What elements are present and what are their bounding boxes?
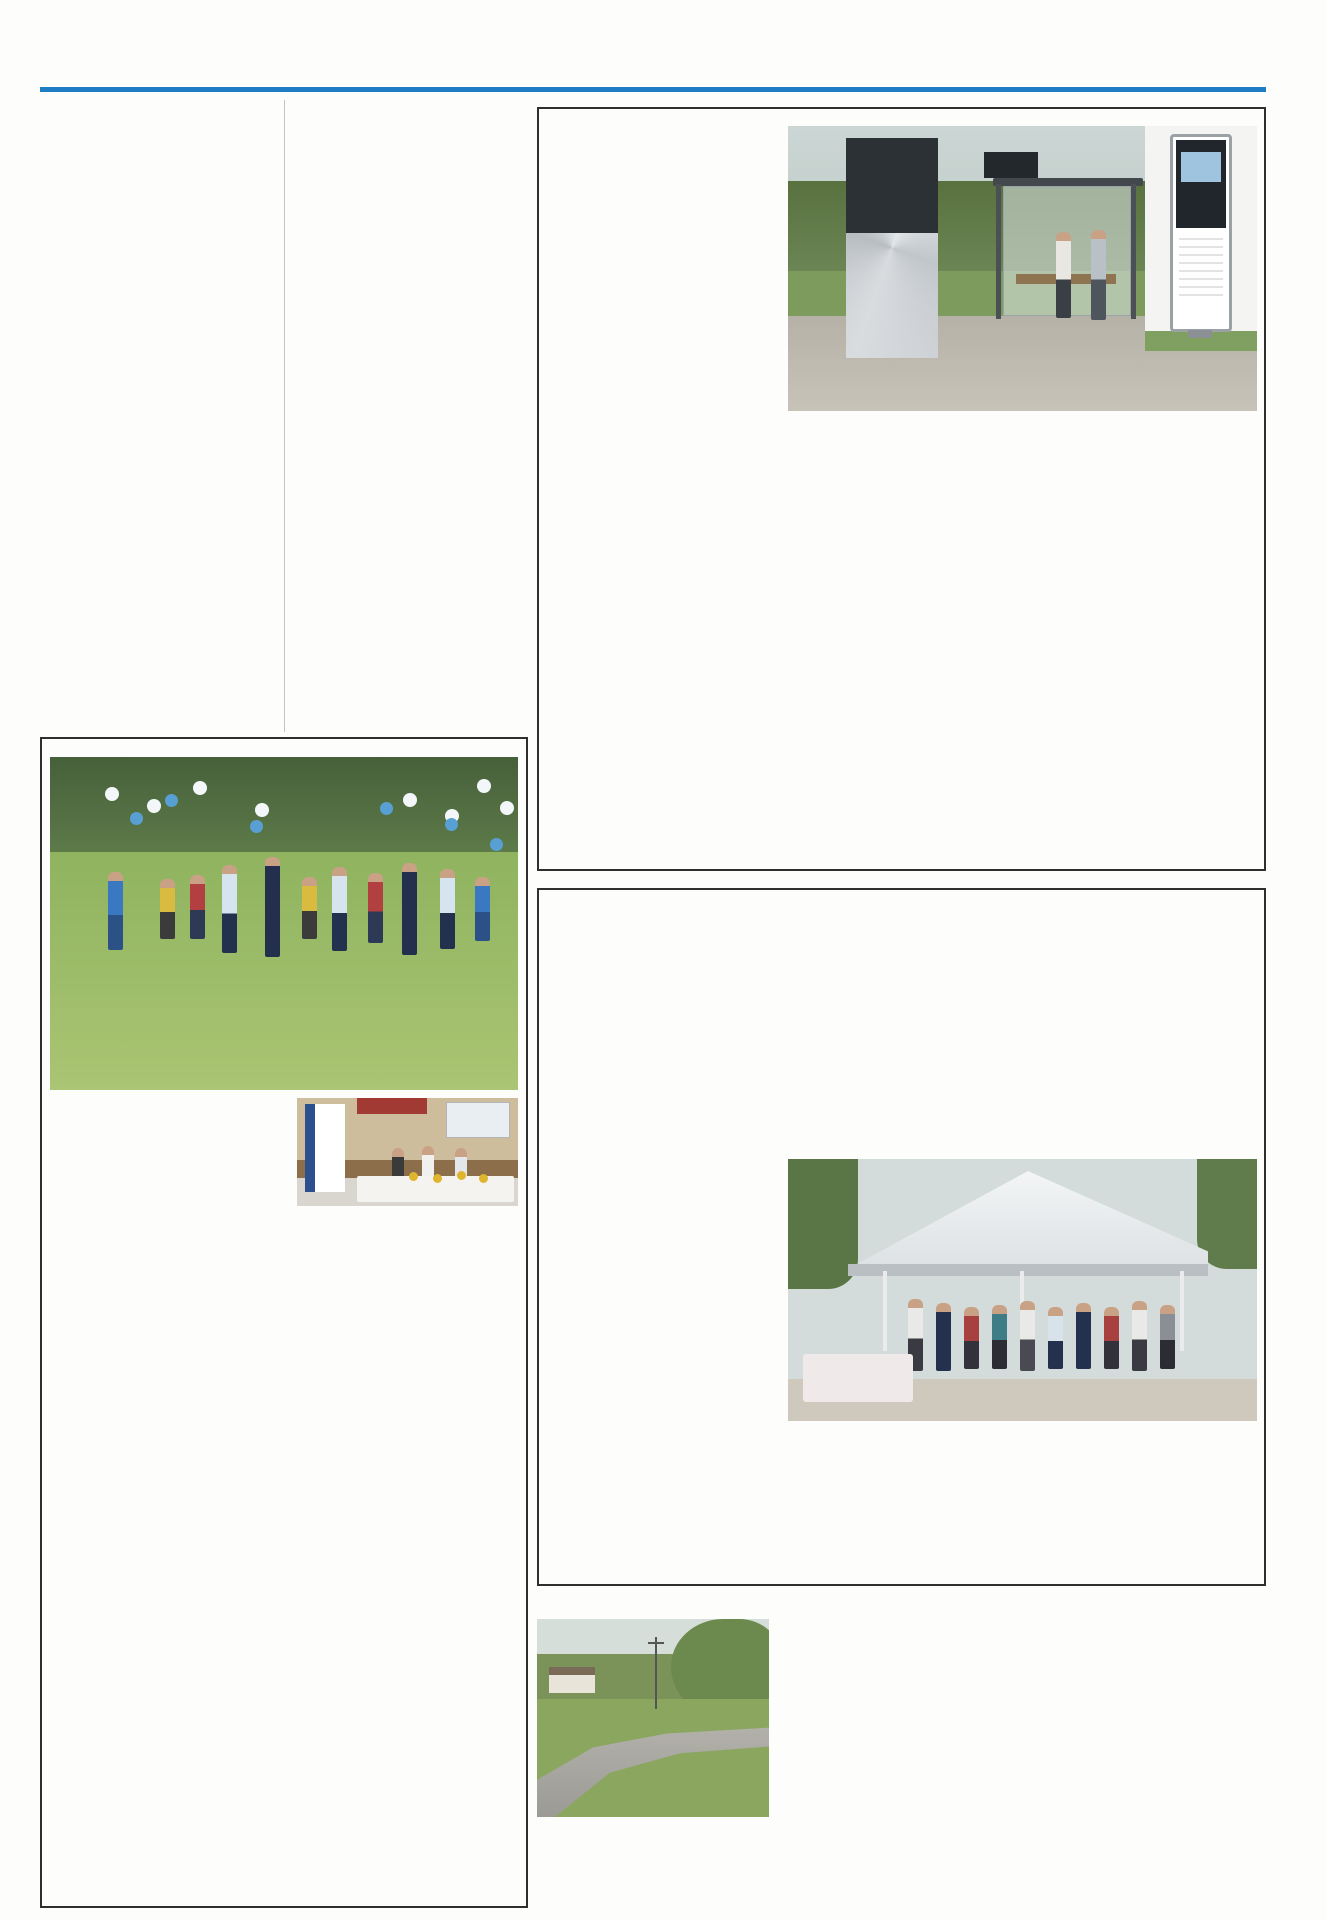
article-edukacija (46, 98, 272, 736)
display-text-lines (1179, 232, 1223, 302)
player-figure (108, 872, 123, 950)
article-media-region (788, 909, 1257, 1429)
article-pametni-sat (296, 98, 528, 698)
article-berak (537, 1607, 1266, 1909)
article-ploce (537, 107, 1266, 871)
display-qben-logo (1176, 140, 1226, 146)
body-column-1 (546, 126, 771, 686)
article-nosteria (40, 737, 528, 1908)
body-column-2 (297, 1098, 518, 1758)
anniversary-banner (305, 1104, 345, 1192)
banner-facets (846, 233, 938, 358)
team-celebration-photo (50, 757, 518, 1090)
body-column-2 (788, 909, 1014, 1149)
column-divider (284, 100, 285, 732)
speaker-figure (455, 1148, 467, 1178)
body-column-2 (1029, 1619, 1255, 1819)
guest-figure (1104, 1307, 1119, 1369)
body-column-1 (786, 1619, 1012, 1819)
shelter-post (996, 184, 1001, 319)
guest-figure (1160, 1305, 1175, 1369)
guest-figure (992, 1305, 1007, 1369)
projection-screen (446, 1102, 510, 1138)
article-frankopan (537, 888, 1266, 1586)
canopy-beam (848, 1264, 1208, 1276)
photo-house (549, 1675, 595, 1693)
reception-photo (788, 1159, 1257, 1421)
speaker-figure (422, 1146, 434, 1178)
body-column-2 (788, 421, 1014, 673)
display-screen (1176, 140, 1226, 228)
shelter-post (1131, 184, 1136, 319)
person-figure (1056, 232, 1071, 318)
info-display-panel (1170, 134, 1232, 332)
speaker-figure (392, 1148, 404, 1178)
header-rule (40, 87, 1266, 92)
rollup-banner (846, 138, 938, 363)
player-figure (440, 869, 455, 949)
guest-figure (936, 1303, 951, 1371)
player-figure (190, 875, 205, 939)
body-column-1 (546, 909, 771, 1429)
canopy-post (883, 1271, 887, 1351)
photo-trees (50, 757, 518, 852)
body-column-3 (1031, 909, 1257, 1149)
player-figure (302, 877, 317, 939)
photo-house-roof (549, 1667, 595, 1675)
speakers-table (357, 1176, 514, 1202)
player-figure (332, 867, 347, 951)
player-figure (265, 857, 280, 957)
display-stand (1188, 330, 1212, 338)
road-photo (537, 1619, 769, 1817)
shelter-roof (993, 178, 1143, 186)
article-media-region (788, 126, 1257, 686)
shelter-sign-qben (984, 152, 1038, 178)
body-column-1 (50, 1098, 275, 1758)
player-figure (368, 873, 383, 943)
player-figure (475, 877, 490, 941)
bus-stop-photo (788, 126, 1257, 411)
guest-figure (1048, 1307, 1063, 1369)
sunflowers (409, 1172, 418, 1181)
white-canopy (848, 1171, 1208, 1269)
guest-figure (1076, 1303, 1091, 1369)
banner-qben-logo (846, 138, 938, 233)
display-content (1181, 152, 1221, 182)
guest-figure (964, 1307, 979, 1369)
body-column-3 (1031, 421, 1257, 673)
guest-figure (1132, 1301, 1147, 1371)
photo-pole-crossarm (648, 1642, 664, 1644)
photo-power-pole (655, 1637, 657, 1709)
photo-table (803, 1354, 913, 1402)
canopy-post (1180, 1271, 1184, 1351)
blue-balloons (130, 812, 143, 825)
white-balloons (105, 787, 119, 801)
guest-figure (1020, 1301, 1035, 1371)
book-presentation-photo (297, 1098, 518, 1206)
player-figure (160, 879, 175, 939)
player-figure (222, 865, 237, 953)
player-figure (402, 863, 417, 955)
person-figure (1091, 230, 1106, 320)
photo-curtain (357, 1098, 427, 1114)
